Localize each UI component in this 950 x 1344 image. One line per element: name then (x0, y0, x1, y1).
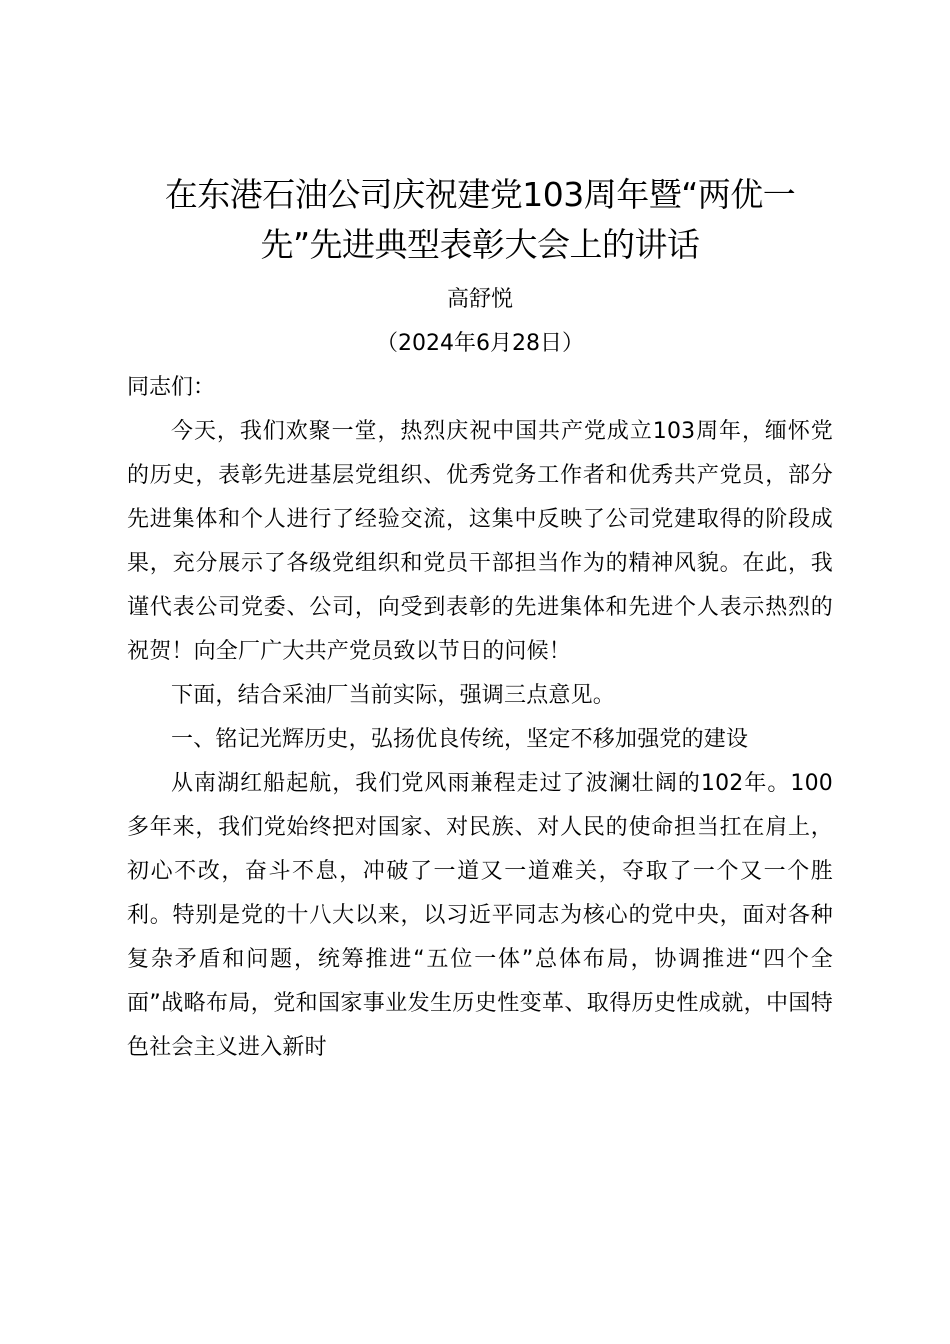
salutation: 同志们： (127, 375, 216, 400)
document-page (127, 170, 833, 1070)
paragraph: 从南湖红船起航，我们党风雨兼程走过了波澜壮阔的102年。100多年来，我们党始终把对国家、对民族、对人民的使命担当扛在肩上，初心不改，奋斗不息，冲破了一道又一道难关，夺取了一个又一个胜利。特别是党的十八大以来，以习近平同志为核心的党中央，面对各种复杂矛盾和问题，统筹推进“五位一体”总体布局，协调推进“四个全面”战略布局，党和国家事业发生历史性变革、取得历史性成就，中国特色社会主义进入新时 (127, 771, 833, 1060)
paragraph: 下面，结合采油厂当前实际，强调三点意见。 (171, 683, 616, 708)
document-title: 在东港石油公司庆祝建党103周年暨“两优一先”先进典型表彰大会上的讲话 (164, 175, 796, 264)
paragraph: 今天，我们欢聚一堂，热烈庆祝中国共产党成立103周年，缅怀党的历史，表彰先进基层党组织、优秀党务工作者和优秀共产党员，部分先进集体和个人进行了经验交流，这集中反映了公司党建取得的阶段成果，充分展示了各级党组织和党员干部担当作为的精神风貌。在此，我谨代表公司党委、公司，向受到表彰的先进集体和先进个人表示热烈的祝贺！向全厂广大共产党员致以节日的问候！ (127, 419, 833, 664)
speech-date: （2024年6月28日） (376, 331, 584, 356)
author-name: 高舒悦 (446, 287, 513, 312)
section-heading: 一、铭记光辉历史，弘扬优良传统，坚定不移加强党的建设 (171, 727, 749, 752)
